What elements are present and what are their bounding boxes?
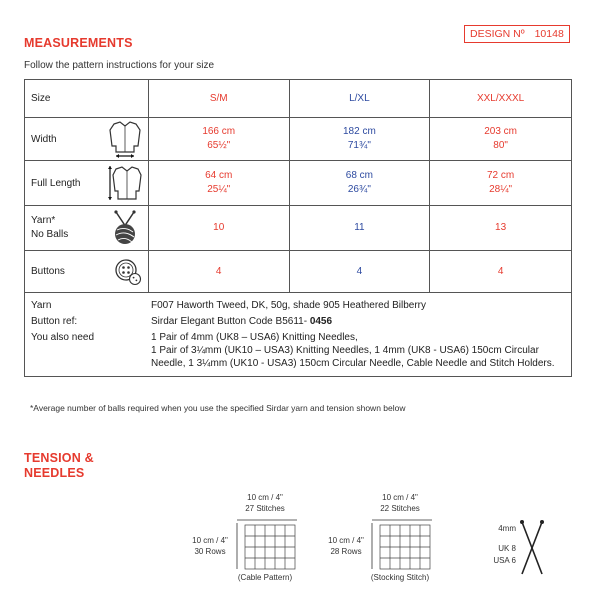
width-sm: 166 cm 65½" <box>148 118 289 161</box>
design-number-box <box>464 25 570 43</box>
length-xxl: 72 cm 28¼" <box>430 161 572 206</box>
buttons-lxl: 4 <box>289 251 430 293</box>
tension-swatch-cable <box>185 493 315 597</box>
swatch2-stitches: 22 Stitches <box>380 504 420 513</box>
table-row-width <box>25 118 572 161</box>
width-lxl: 182 cm 71¾" <box>289 118 430 161</box>
info-grid <box>25 293 571 376</box>
page-title: MEASUREMENTS <box>24 36 133 50</box>
needles-group <box>482 518 552 582</box>
buttons-sm: 4 <box>148 251 289 293</box>
length-lxl: 68 cm 26¾" <box>289 161 430 206</box>
tension-title-line1: TENSION & <box>24 451 94 465</box>
row-label-cell-length <box>25 161 149 206</box>
swatch1-rows: 30 Rows <box>194 547 226 556</box>
row-label-cell-width <box>25 118 149 161</box>
row-label-width: Width <box>31 133 57 145</box>
row-label-length: Full Length <box>31 177 81 189</box>
row-label-size: Size <box>25 80 149 118</box>
row-label-cell-buttons <box>25 251 149 293</box>
measurements-table <box>24 79 572 377</box>
size-xxl: XXL/XXXL <box>430 80 572 118</box>
size-sm: S/M <box>148 80 289 118</box>
length-sm: 64 cm 25¼" <box>148 161 289 206</box>
size-lxl: L/XL <box>289 80 430 118</box>
needle-uk: UK 8 <box>498 544 516 553</box>
swatch1-side-label: 10 cm / 4" <box>192 536 228 545</box>
design-label: DESIGN Nº <box>470 28 525 40</box>
swatch2-side-label: 10 cm / 4" <box>328 536 364 545</box>
row-label-cell-yarn <box>25 206 149 251</box>
row-label-yarn: Yarn* No Balls <box>31 215 69 240</box>
button-icon <box>114 258 142 286</box>
width-garment-icon <box>108 120 142 158</box>
table-row-yarn <box>25 206 572 251</box>
swatch1-grid-icon <box>235 517 299 571</box>
footnote: *Average number of balls required when you use the specified Sirdar yarn and tension shown below <box>30 403 406 413</box>
yarn-xxl: 13 <box>430 206 572 251</box>
table-row-length <box>25 161 572 206</box>
knitting-needles-icon <box>518 518 548 578</box>
yarn-label: Yarn <box>31 300 52 311</box>
swatch1-top-label: 10 cm / 4" <box>247 493 283 502</box>
button-ref-value <box>151 315 563 328</box>
swatch2-top-label: 10 cm / 4" <box>382 493 418 502</box>
button-ref-label: Button ref: <box>31 316 78 327</box>
swatch1-stitches: 27 Stitches <box>245 504 285 513</box>
table-row-size <box>25 80 572 118</box>
width-xxl: 203 cm 80" <box>430 118 572 161</box>
yarn-lxl: 11 <box>289 206 430 251</box>
swatch2-caption: (Stocking Stitch) <box>370 573 430 582</box>
tension-title <box>24 451 94 481</box>
info-cell <box>25 293 572 377</box>
button-ref-prefix: Sirdar Elegant Button Code B5611- <box>151 316 308 327</box>
swatch2-grid-icon <box>370 517 434 571</box>
intro-text: Follow the pattern instructions for your size <box>24 60 215 71</box>
swatch2-rows: 28 Rows <box>330 547 362 556</box>
length-garment-icon <box>106 163 142 203</box>
tension-title-line2: NEEDLES <box>24 466 85 480</box>
button-ref-code: 0456 <box>309 316 333 327</box>
row-label-buttons: Buttons <box>31 266 65 277</box>
swatch1-caption: (Cable Pattern) <box>237 573 293 582</box>
also-need-label: You also need <box>31 332 95 343</box>
table-row-buttons <box>25 251 572 293</box>
tension-swatch-stocking <box>322 493 452 597</box>
buttons-xxl: 4 <box>430 251 572 293</box>
table-row-info <box>25 293 572 377</box>
needle-size: 4mm <box>498 524 516 533</box>
also-need-value: 1 Pair of 4mm (UK8 – USA6) Knitting Needles, 1 Pair of 3¼mm (UK10 – USA3) Knitting Needles, 1 4mm (UK8 - USA6) 150cm Circular Needle, 1 3¼mm (UK10 - USA3) 150cm Circular Needle, Cable Needle and Stitch Holders. <box>151 332 555 369</box>
design-number: 10148 <box>534 28 564 40</box>
yarn-sm: 10 <box>148 206 289 251</box>
needle-usa: USA 6 <box>493 556 516 565</box>
yarn-ball-icon <box>108 210 142 246</box>
yarn-value: F007 Haworth Tweed, DK, 50g, shade 905 Heathered Bilberry <box>151 300 426 311</box>
